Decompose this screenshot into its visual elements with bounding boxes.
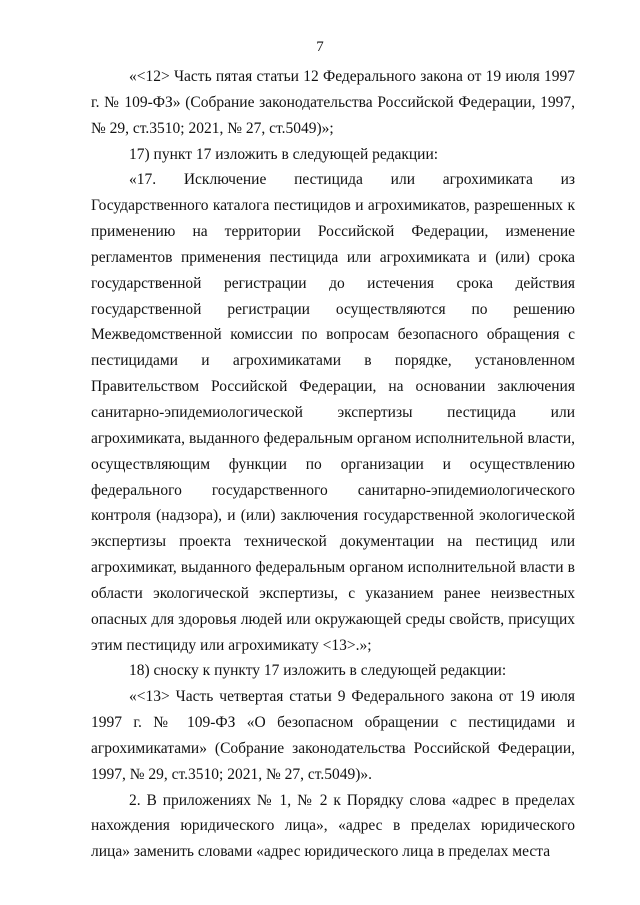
document-body [91, 64, 575, 865]
page-number: 7 [316, 39, 324, 55]
paragraph-footnote-12: «<12> Часть пятая статьи 12 Федерального закона от 19 июля 1997 г. № 109-ФЗ» (Собрание законодательства Российской Федерации, 1997, № 29, ст.3510; 2021, № 27, ст.5049)»; [91, 68, 575, 137]
paragraph-footnote-13: «<13> Часть четвертая статьи 9 Федерального закона от 19 июля 1997 г. № 109-ФЗ «О безопасном обращении с пестицидами и агрохимикатами» (Собрание законодательства Российской Федерации, 1997, № 29, ст.3510; 2021, № 27, ст.5049)». [91, 688, 575, 783]
paragraph-item-17-text: «17. Исключение пестицида или агрохимиката из Государственного каталога пестицидов и агрохимикатов, разрешенных к применению на территории Российской Федерации, изменение регламентов применения пестицида или агрохимиката и (или) срока государственной регистрации до истечения срока действия государственной регистрации осуществляются по решению Межведомственной комиссии по вопросам безопасного обращения с пестицидами и агрохимикатами в порядке, установленном Правительством Российской Федерации, на основании заключения санитарно-эпидемиологической экспертизы пестицида или агрохимиката, выданного федеральным органом исполнительной власти, осуществляющим функции по организации и осуществлению федерального государственного санитарно-эпидемиологического контроля (надзора), и (или) заключения государственной экологической экспертизы проекта технической документации на пестицид или агрохимикат, выданного федеральным органом исполнительной власти в области экологической экспертизы, с указанием ранее неизвестных опасных для здоровья людей или окружающей среды свойств, присущих этим пестициду или агрохимикату <13>.»; [91, 171, 575, 654]
paragraph-item-17-intro: 17) пункт 17 изложить в следующей редакции: [129, 145, 439, 163]
paragraph-section-2: 2. В приложениях № 1, № 2 к Порядку слова «адрес в пределах нахождения юридического лица», «адрес в пределах юридического лица» заменить словами «адрес юридического лица в пределах места [91, 791, 575, 861]
paragraph-item-18-intro: 18) сноску к пункту 17 изложить в следующей редакции: [129, 662, 507, 680]
